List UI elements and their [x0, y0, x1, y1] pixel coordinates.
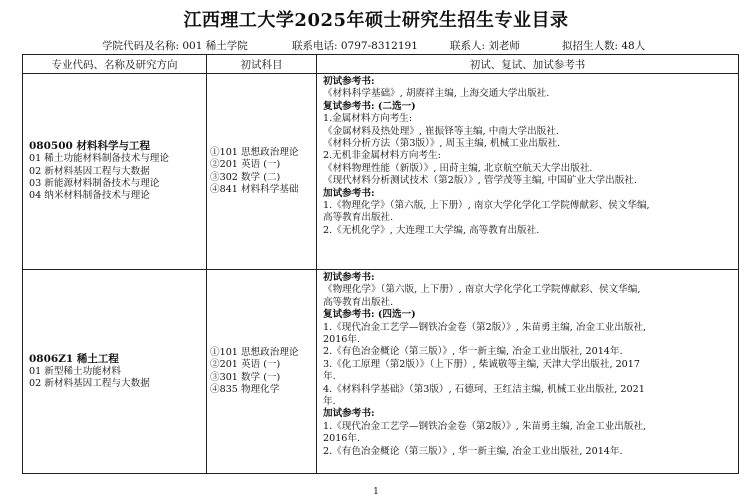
ref-line: 2016年. — [323, 433, 361, 445]
ref-line: 年. — [323, 396, 336, 408]
subject: ③302 数学 (二) — [210, 171, 281, 183]
ref-line: 2.无机非金属材料方向考生: — [323, 150, 441, 162]
header-subjects: 初试科目 — [207, 55, 317, 74]
subject: ②201 英语 (一) — [210, 359, 281, 371]
direction: 04 纳米材料制备技术与理论 — [29, 190, 150, 202]
ref-line: 1.《现代冶金工艺学—钢铁冶金卷（第2版）》, 朱苗勇主编, 冶金工业出版社, — [323, 321, 647, 333]
header-refs: 初试、复试、加试参考书 — [317, 55, 739, 74]
subject: ②201 英语 (一) — [210, 159, 281, 171]
contact-info: 联系人: 刘老师 — [450, 40, 520, 52]
ref-line: 2.《有色冶金概论（第三版）》, 华一新主编, 冶金工业出版社, 2014年. — [323, 346, 623, 358]
header-major: 专业代码、名称及研究方向 — [23, 55, 207, 74]
ref-line: 《材料物理性能（新版）》, 田莳主编, 北京航空航天大学出版社. — [323, 162, 593, 174]
ref-line: 2.《有色冶金概论（第三版）》, 华一新主编, 冶金工业出版社, 2014年. — [323, 445, 623, 457]
subjects-cell — [207, 270, 317, 474]
page-title: 江西理工大学2025年硕士研究生招生专业目录 — [183, 10, 569, 31]
direction: 01 稀土功能材料制备技术与理论 — [29, 153, 169, 165]
major-cell — [23, 74, 207, 270]
subject: ①101 思想政治理论 — [210, 346, 299, 358]
ref-line: 《物理化学》（第六版, 上下册）, 南京大学化学化工学院傅献彩、侯文华编, — [323, 284, 641, 296]
direction: 01 新型稀土功能材料 — [29, 365, 122, 377]
ref-line: 1.金属材料方向考生: — [323, 113, 413, 125]
enroll-info: 拟招生人数: 48人 — [562, 40, 646, 52]
table-row — [23, 74, 739, 270]
ref-line: 复试参考书: (四选一) — [323, 309, 416, 321]
major-name: 080500 材料科学与工程 — [29, 140, 150, 153]
direction: 03 新能源材料制备技术与理论 — [29, 178, 160, 189]
ref-line: 年. — [323, 371, 336, 383]
ref-line: 《金属材料及热处理》, 崔振铎等主编, 中南大学出版社. — [323, 125, 559, 137]
college-info: 学院代码及名称: 001 稀土学院 — [102, 40, 248, 52]
refs-cell — [317, 270, 739, 474]
ref-line: 3.《化工原理（第2版）》（上下册）, 柴诚敬等主编, 天津大学出版社, 2017 — [323, 358, 640, 370]
major-cell — [23, 270, 207, 474]
ref-line: 加试参考书: — [323, 187, 375, 199]
direction: 02 新材料基因工程与大数据 — [29, 378, 150, 389]
subject: ③301 数学 (一) — [210, 371, 281, 383]
ref-line: 《现代材料分析测试技术（第2版）》, 管学茂等主编, 中国矿业大学出版社. — [323, 175, 637, 187]
table-header-row — [23, 55, 739, 74]
subject: ④841 材料科学基础 — [210, 183, 299, 195]
ref-line: 加试参考书: — [323, 408, 375, 420]
ref-line: 2016年. — [323, 334, 361, 346]
subject: ①101 思想政治理论 — [210, 146, 299, 158]
ref-line: 复试参考书: (二选一) — [323, 100, 416, 112]
subject: ④835 物理化学 — [210, 383, 280, 395]
refs-cell — [317, 74, 739, 270]
ref-line: 1.《物理化学》（第六版, 上下册）, 南京大学化学化工学院傅献彩、侯文华编, — [323, 200, 650, 212]
ref-line: 初试参考书: — [323, 272, 375, 283]
direction: 02 新材料基因工程与大数据 — [29, 165, 150, 177]
catalog-table — [22, 54, 739, 474]
ref-line: 高等教育出版社. — [323, 296, 394, 308]
phone-info: 联系电话: 0797-8312191 — [292, 40, 418, 52]
ref-line: 《材料科学基础》, 胡赓祥主编, 上海交通大学出版社. — [323, 88, 550, 100]
ref-line: 2.《无机化学》, 大连理工大学编, 高等教育出版社. — [323, 224, 540, 236]
subjects-cell — [207, 74, 317, 270]
ref-line: 4.《材料科学基础》（第3版）, 石德珂、王红洁主编, 机械工业出版社, 2021 — [323, 383, 645, 395]
ref-line: 1.《现代冶金工艺学—钢铁冶金卷（第2版）》, 朱苗勇主编, 冶金工业出版社, — [323, 420, 647, 432]
major-name: 0806Z1 稀土工程 — [29, 352, 119, 365]
table-row — [23, 270, 739, 474]
ref-line: 《材料分析方法（第3版）》, 周玉主编, 机械工业出版社. — [323, 138, 561, 150]
ref-line: 初试参考书: — [323, 76, 375, 87]
page-number: 1 — [373, 487, 379, 497]
ref-line: 高等教育出版社. — [323, 212, 394, 224]
